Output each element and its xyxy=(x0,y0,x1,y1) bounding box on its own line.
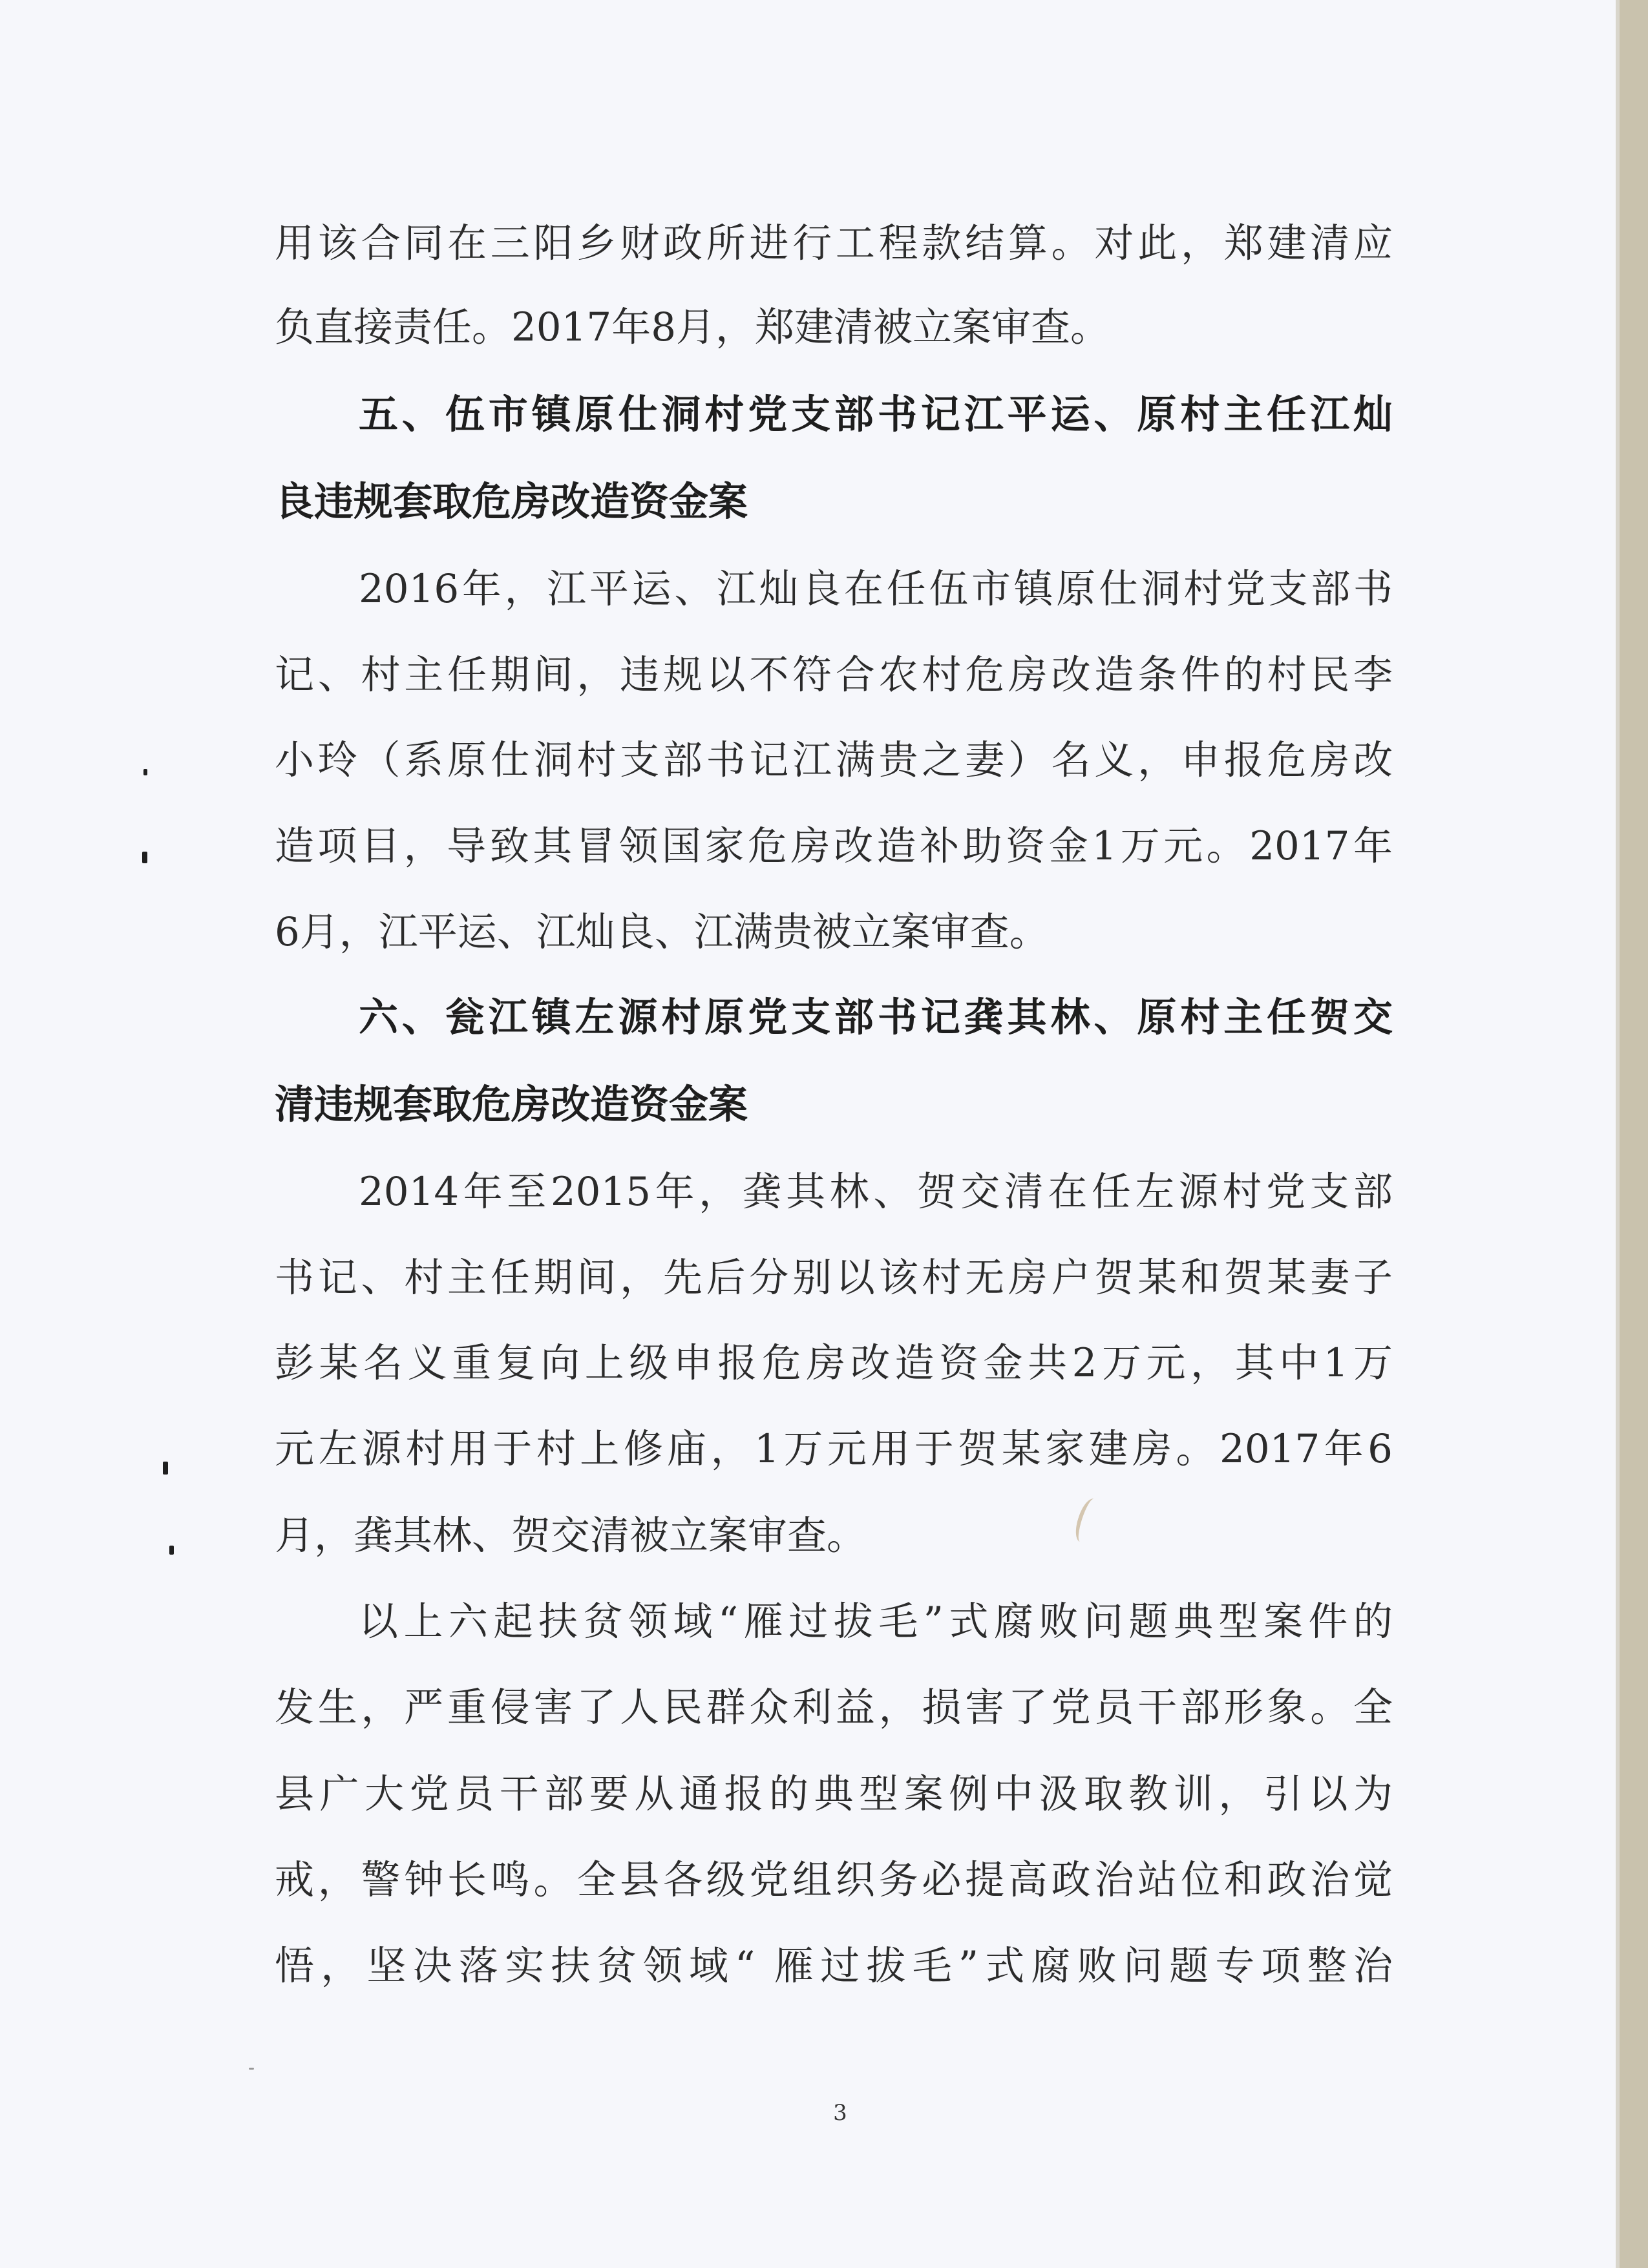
page-number: 3 xyxy=(833,2100,847,2126)
text-line: 2014年至2015年，龚其林、贺交清在任左源村党支部 xyxy=(359,1169,1393,1215)
text-line: 负直接责任。2017年8月，郑建清被立案审查。 xyxy=(275,304,1110,350)
text-line: 发生，严重侵害了人民群众利益，损害了党员干部形象。全 xyxy=(275,1685,1393,1730)
text-line: 彭某名义重复向上级申报危房改造资金共2万元，其中1万 xyxy=(275,1340,1393,1386)
section-heading: 五、伍市镇原仕洞村党支部书记江平运、原村主任江灿 xyxy=(359,392,1393,437)
section-heading: 良违规套取危房改造资金案 xyxy=(275,479,748,525)
text-line: 6月，江平运、江灿良、江满贵被立案审查。 xyxy=(275,909,1049,955)
text-line: 月，龚其林、贺交清被立案审查。 xyxy=(275,1513,867,1559)
section-heading: 六、瓮江镇左源村原党支部书记龚其林、原村主任贺交 xyxy=(359,994,1393,1040)
scan-speck xyxy=(142,852,147,863)
text-line: 小玲（系原仕洞村支部书记江满贵之妻）名义，申报危房改 xyxy=(275,737,1393,783)
text-line: 戒，警钟长鸣。全县各级党组织务必提高政治站位和政治觉 xyxy=(275,1857,1393,1903)
scan-speck xyxy=(143,769,147,775)
scan-speck xyxy=(249,2068,254,2070)
text-line: 2016年，江平运、江灿良在任伍市镇原仕洞村党支部书 xyxy=(359,566,1393,612)
scan-speck xyxy=(163,1462,168,1475)
text-line: 县广大党员干部要从通报的典型案例中汲取教训，引以为 xyxy=(275,1771,1393,1817)
text-line: 以上六起扶贫领域“雁过拔毛”式腐败问题典型案件的 xyxy=(359,1599,1393,1644)
text-line: 书记、村主任期间，先后分别以该村无房户贺某和贺某妻子 xyxy=(275,1255,1393,1301)
text-line: 悟，坚决落实扶贫领域“ 雁过拔毛”式腐败问题专项整治 xyxy=(275,1943,1393,1989)
text-line: 记、村主任期间，违规以不符合农村危房改造条件的村民李 xyxy=(275,652,1393,698)
text-line: 造项目，导致其冒领国家危房改造补助资金1万元。2017年 xyxy=(275,823,1393,869)
text-line: 元左源村用于村上修庙，1万元用于贺某家建房。2017年6 xyxy=(275,1426,1393,1472)
text-line: 用该合同在三阳乡财政所进行工程款结算。对此，郑建清应 xyxy=(275,220,1393,266)
section-heading: 清违规套取危房改造资金案 xyxy=(275,1082,748,1128)
scan-speck xyxy=(169,1546,174,1555)
